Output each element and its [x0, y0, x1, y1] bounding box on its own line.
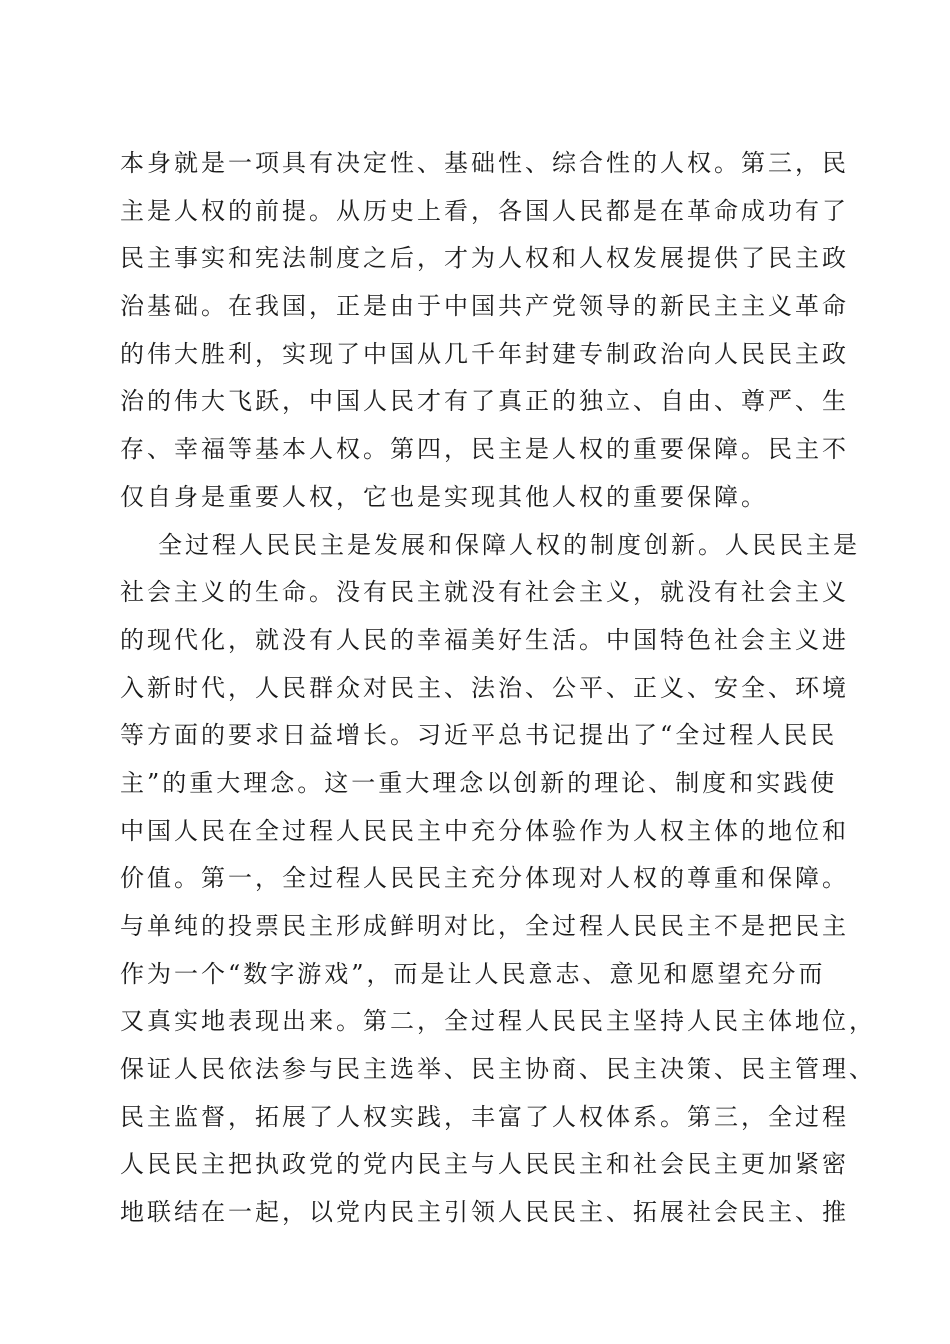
text-line: 等方面的要求日益增长。习近平总书记提出了“全过程人民民 [120, 721, 838, 750]
text-line: 主”的重大理念。这一重大理念以创新的理论、制度和实践使 [120, 768, 838, 797]
text-line: 存、幸福等基本人权。第四，民主是人权的重要保障。民主不 [120, 435, 849, 464]
text-line: 人民民主把执政党的党内民主与人民民主和社会民主更加紧密 [120, 1150, 849, 1179]
text-line: 又真实地表现出来。第二，全过程人民民主坚持人民主体地位， [120, 1007, 876, 1036]
text-line: 治基础。在我国，正是由于中国共产党领导的新民主主义革命 [120, 292, 849, 321]
paragraph-start-line: 全过程人民民主是发展和保障人权的制度创新。人民民主是 [158, 530, 860, 559]
text-line: 作为一个“数字游戏”，而是让人民意志、意见和愿望充分而 [120, 959, 826, 988]
text-line: 价值。第一，全过程人民民主充分体现对人权的尊重和保障。 [120, 864, 849, 893]
text-line: 治的伟大飞跃，中国人民才有了真正的独立、自由、尊严、生 [120, 387, 849, 416]
text-line: 入新时代，人民群众对民主、法治、公平、正义、安全、环境 [120, 673, 849, 702]
text-line: 民主监督，拓展了人权实践，丰富了人权体系。第三，全过程 [120, 1102, 849, 1131]
text-line: 的伟大胜利，实现了中国从几千年封建专制政治向人民民主政 [120, 339, 849, 368]
body-text [120, 140, 876, 1237]
text-line: 仅自身是重要人权，它也是实现其他人权的重要保障。 [120, 482, 768, 511]
text-line: 民主事实和宪法制度之后，才为人权和人权发展提供了民主政 [120, 244, 849, 273]
text-line: 本身就是一项具有决定性、基础性、综合性的人权。第三，民 [120, 149, 849, 177]
text-line: 保证人民依法参与民主选举、民主协商、民主决策、民主管理、 [120, 1055, 876, 1084]
text-line: 地联结在一起，以党内民主引领人民民主、拓展社会民主、推 [120, 1198, 849, 1227]
text-line: 主是人权的前提。从历史上看，各国人民都是在革命成功有了 [120, 196, 849, 225]
text-line: 社会主义的生命。没有民主就没有社会主义，就没有社会主义 [120, 578, 849, 607]
text-line: 的现代化，就没有人民的幸福美好生活。中国特色社会主义进 [120, 625, 849, 654]
text-line: 与单纯的投票民主形成鲜明对比，全过程人民民主不是把民主 [120, 912, 849, 940]
text-line: 中国人民在全过程人民民主中充分体验作为人权主体的地位和 [120, 816, 849, 845]
